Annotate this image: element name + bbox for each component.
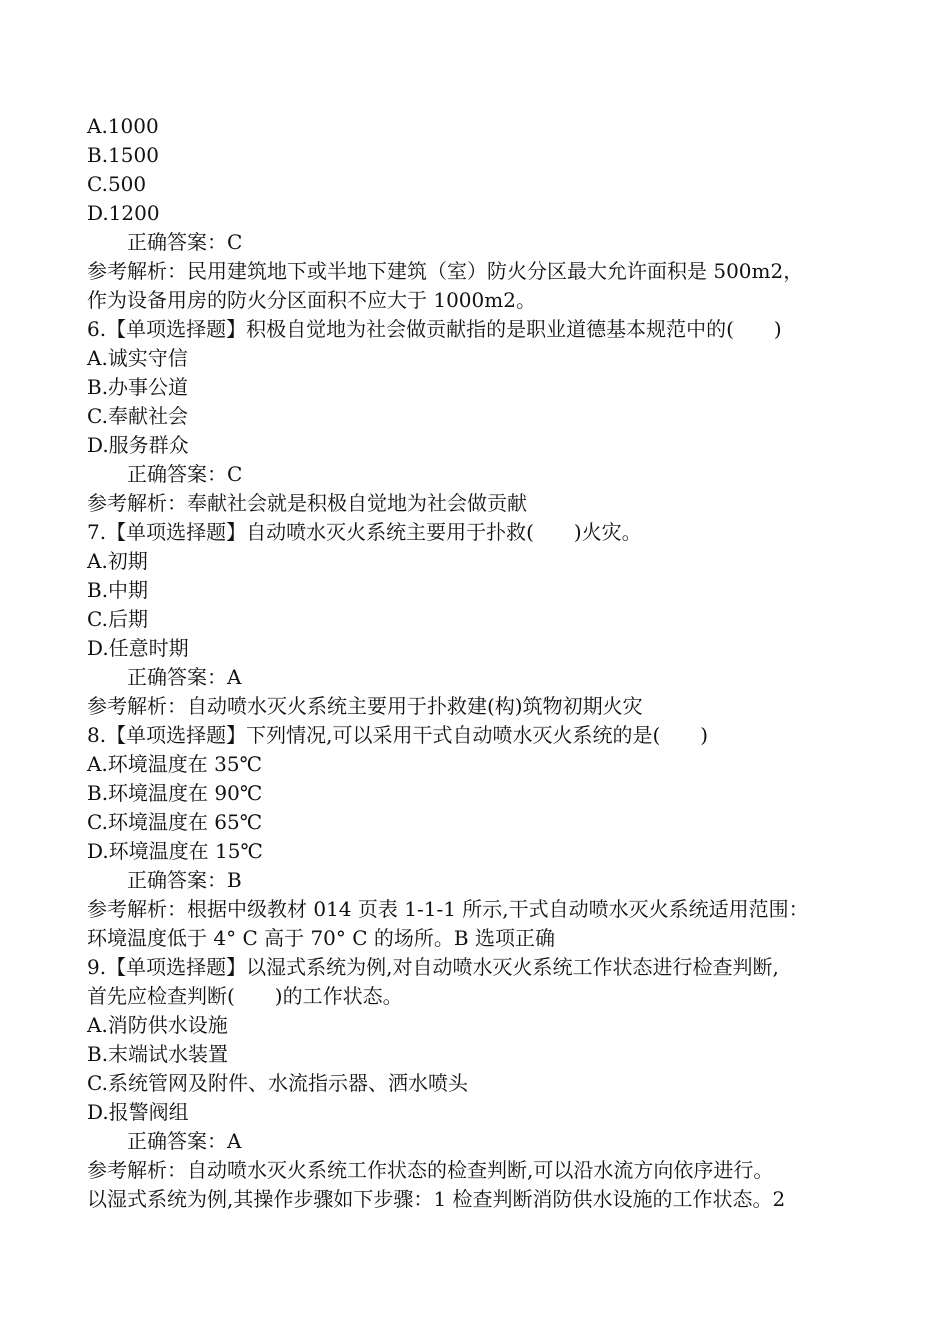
question-8-block [87,721,877,953]
option-d: D.报警阀组 [87,1100,189,1124]
option-c: C.奉献社会 [87,404,188,428]
analysis-line: 作为设备用房的防火分区面积不应大于 1000m2。 [87,288,536,312]
option-d: D.任意时期 [87,636,189,660]
analysis-line: 参考解析：民用建筑地下或半地下建筑（室）防火分区最大允许面积是 500m2， [87,259,804,283]
question-5-block [87,112,877,315]
option-c: C.环境温度在 65℃ [87,810,263,834]
question-text: 9.【单项选择题】以湿式系统为例,对自动喷水灭火系统工作状态进行检查判断, [87,955,779,979]
option-a: A.环境温度在 35℃ [87,752,262,776]
option-d: D.环境温度在 15℃ [87,839,263,863]
option-b: B.办事公道 [87,375,189,399]
question-text: 8.【单项选择题】下列情况,可以采用干式自动喷水灭火系统的是( ) [87,723,709,747]
question-6-block [87,315,877,518]
option-a: A.消防供水设施 [87,1013,228,1037]
analysis-line: 参考解析：奉献社会就是积极自觉地为社会做贡献 [87,491,527,515]
question-7-block [87,518,877,721]
document-page [87,112,877,1214]
option-c: C.500 [87,172,147,196]
correct-answer: 正确答案：C [127,230,243,254]
analysis-line: 环境温度低于 4° C 高于 70° C 的场所。B 选项正确 [87,926,555,950]
option-b: B.中期 [87,578,149,602]
option-b: B.环境温度在 90℃ [87,781,263,805]
option-a: A.1000 [87,114,159,138]
analysis-line: 参考解析：根据中级教材 014 页表 1-1-1 所示,干式自动喷水灭火系统适用范围： [87,897,809,921]
option-b: B.1500 [87,143,159,167]
option-c: C.系统管网及附件、水流指示器、洒水喷头 [87,1071,468,1095]
option-c: C.后期 [87,607,148,631]
option-d: D.1200 [87,201,160,225]
question-text: 首先应检查判断( )的工作状态。 [87,984,403,1008]
question-text: 7.【单项选择题】自动喷水灭火系统主要用于扑救( )火灾。 [87,520,642,544]
option-a: A.初期 [87,549,148,573]
correct-answer: 正确答案：A [127,665,242,689]
analysis-line: 以湿式系统为例,其操作步骤如下步骤：1 检查判断消防供水设施的工作状态。2 [87,1187,786,1211]
option-b: B.末端试水装置 [87,1042,229,1066]
option-a: A.诚实守信 [87,346,188,370]
question-text: 6.【单项选择题】积极自觉地为社会做贡献指的是职业道德基本规范中的( ) [87,317,782,341]
analysis-line: 参考解析：自动喷水灭火系统主要用于扑救建(构)筑物初期火灾 [87,694,643,718]
correct-answer: 正确答案：A [127,1129,242,1153]
analysis-line: 参考解析：自动喷水灭火系统工作状态的检查判断,可以沿水流方向依序进行。 [87,1158,774,1182]
correct-answer: 正确答案：B [127,868,242,892]
correct-answer: 正确答案：C [127,462,243,486]
option-d: D.服务群众 [87,433,189,457]
question-9-block [87,953,877,1214]
